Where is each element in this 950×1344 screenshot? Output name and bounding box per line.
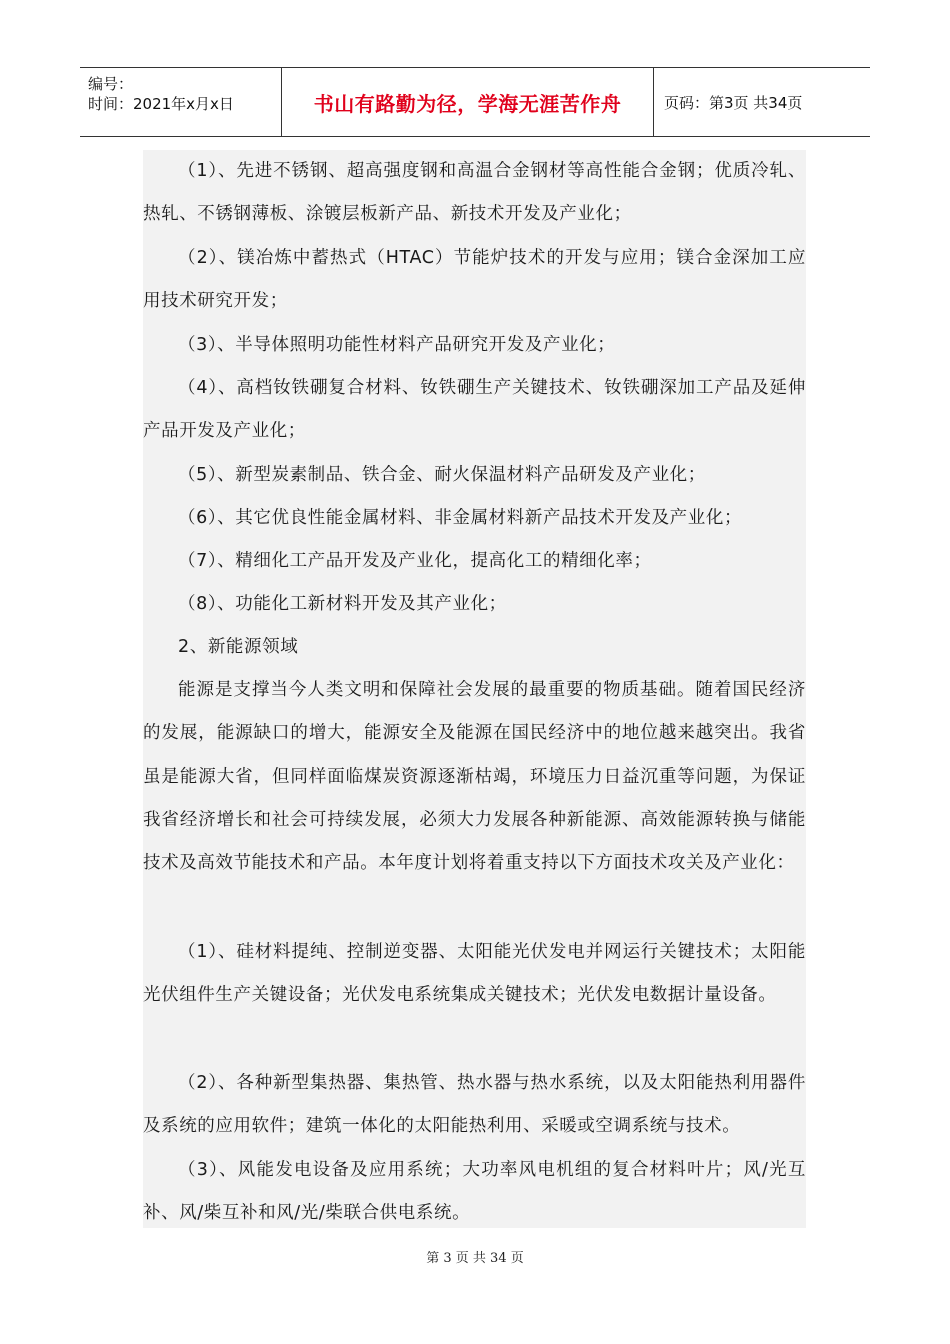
header-page-info: 页码：第3页 共34页 xyxy=(664,93,803,112)
paragraph: （7）、精细化工产品开发及产业化，提高化工的精细化率； xyxy=(178,551,652,571)
paragraph: （8）、功能化工新材料开发及其产业化； xyxy=(178,594,507,614)
header-motto-cell xyxy=(282,68,654,136)
document-number-label: 编号： xyxy=(88,75,134,93)
paragraph: （2）、各种新型集热器、集热管、热水器与热水系统，以及太阳能热利用器件及系统的应用软件；建筑一体化的太阳能热利用、采暖或空调系统与技术。 xyxy=(143,1073,806,1137)
page-header xyxy=(80,67,870,137)
document-time-label: 时间：2021年x月x日 xyxy=(88,95,234,113)
header-meta xyxy=(80,68,282,136)
paragraph: （2）、镁冶炼中蓄热式（HTAC）节能炉技术的开发与应用；镁合金深加工应用技术研究开发； xyxy=(143,248,806,312)
paragraph: （6）、其它优良性能金属材料、非金属材料新产品技术开发及产业化； xyxy=(178,508,743,528)
header-page-info-cell xyxy=(654,68,870,136)
paragraph: （3）、风能发电设备及应用系统；大功率风电机组的复合材料叶片；风/光互补、风/柴互补和风/光/柴联合供电系统。 xyxy=(143,1160,806,1224)
paragraph: （1）、先进不锈钢、超高强度钢和高温合金钢材等高性能合金钢；优质冷轧、热轧、不锈钢薄板、涂镀层板新产品、新技术开发及产业化； xyxy=(143,161,806,225)
paragraph: 能源是支撑当今人类文明和保障社会发展的最重要的物质基础。随着国民经济的发展，能源缺口的增大，能源安全及能源在国民经济中的地位越来越突出。我省虽是能源大省，但同样面临煤炭资源逐渐枯竭，环境压力日益沉重等问题，为保证我省经济增长和社会可持续发展，必须大力发展各种新能源、高效能源转换与储能技术及高效节能技术和产品。本年度计划将着重支持以下方面技术攻关及产业化： xyxy=(143,680,806,874)
section-heading: 2、新能源领域 xyxy=(178,637,299,657)
paragraph: （5）、新型炭素制品、铁合金、耐火保温材料产品研发及产业化； xyxy=(178,465,706,485)
page-footer: 第 3 页 共 34 页 xyxy=(426,1251,524,1266)
paragraph: （4）、高档钕铁硼复合材料、钕铁硼生产关键技术、钕铁硼深加工产品及延伸产品开发及产业化； xyxy=(143,378,806,442)
header-motto: 书山有路勤为径，学海无涯苦作舟 xyxy=(313,91,622,116)
paragraph: （1）、硅材料提纯、控制逆变器、太阳能光伏发电并网运行关键技术；太阳能光伏组件生产关键设备；光伏发电系统集成关键技术；光伏发电数据计量设备。 xyxy=(143,942,806,1006)
paragraph: （3）、半导体照明功能性材料产品研究开发及产业化； xyxy=(178,335,616,355)
